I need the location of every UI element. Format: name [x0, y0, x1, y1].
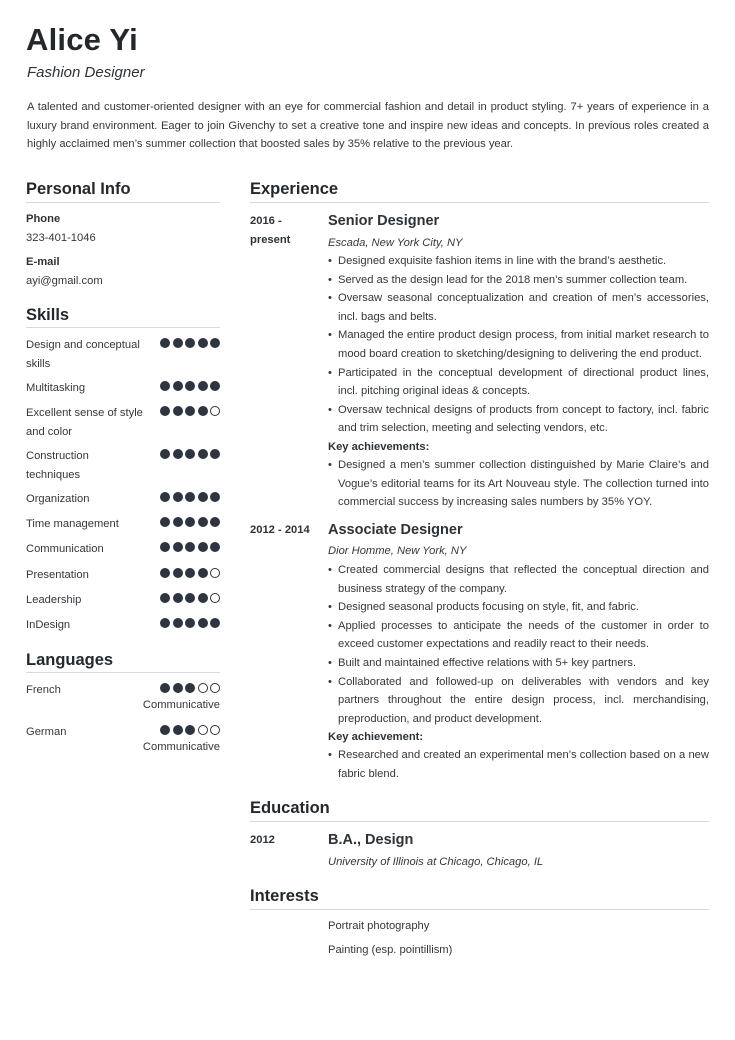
rating-dot-filled-icon [185, 381, 195, 391]
rating-dot-filled-icon [160, 725, 170, 735]
key-achievements-label: Key achievement: [328, 731, 424, 743]
rating-dot-filled-icon [160, 492, 170, 502]
job-duties-list [328, 561, 709, 728]
rating-dot-empty-icon [210, 568, 220, 578]
education-heading: Education [250, 799, 330, 817]
skills-divider [26, 327, 220, 328]
list-item: • Participated in the conceptual development of directional product lines, incl. pitching original ideas & concepts. [328, 364, 709, 401]
candidate-role: Fashion Designer [27, 64, 145, 81]
rating-dot-filled-icon [210, 449, 220, 459]
rating-dot-filled-icon [173, 338, 183, 348]
achievements-list [328, 456, 709, 512]
rating-dot-empty-icon [198, 683, 208, 693]
rating-dot-filled-icon [198, 381, 208, 391]
skill-item [26, 447, 220, 484]
list-item: • Oversaw seasonal conceptualization and creation of men’s accessories, incl. bags and belts. [328, 289, 709, 326]
list-item: • Researched and created an experimental men’s collection based on a new fabric blend. [328, 746, 709, 783]
rating-dot-filled-icon [160, 618, 170, 628]
phone-value: 323-401-1046 [26, 232, 96, 244]
skill-name: Leadership [26, 594, 82, 606]
rating-dot-filled-icon [173, 593, 183, 603]
rating-dot-filled-icon [198, 568, 208, 578]
skill-item [26, 404, 220, 441]
education-degree: B.A., Design [328, 832, 414, 848]
language-item [26, 681, 220, 717]
skill-rating [160, 618, 220, 628]
rating-dot-filled-icon [185, 568, 195, 578]
rating-dot-filled-icon [185, 449, 195, 459]
education-school: University of Illinois at Chicago, Chicago, IL [328, 856, 544, 868]
rating-dot-filled-icon [210, 492, 220, 502]
rating-dot-filled-icon [198, 406, 208, 416]
rating-dot-filled-icon [173, 568, 183, 578]
candidate-name: Alice Yi [26, 22, 138, 57]
education-divider [250, 821, 709, 822]
list-item: • Served as the design lead for the 2018 men’s summer collection team. [328, 271, 709, 290]
rating-dot-filled-icon [160, 406, 170, 416]
rating-dot-filled-icon [198, 618, 208, 628]
rating-dot-filled-icon [210, 542, 220, 552]
rating-dot-filled-icon [160, 338, 170, 348]
rating-dot-filled-icon [210, 381, 220, 391]
rating-dot-filled-icon [198, 492, 208, 502]
rating-dot-filled-icon [185, 542, 195, 552]
skill-name: Design and conceptual skills [26, 339, 140, 370]
job-date: 2016 - present [250, 215, 291, 246]
skill-name: Construction techniques [26, 450, 89, 481]
rating-dot-filled-icon [185, 338, 195, 348]
languages-heading: Languages [26, 651, 114, 669]
rating-dot-empty-icon [210, 593, 220, 603]
rating-dot-filled-icon [173, 517, 183, 527]
rating-dot-filled-icon [185, 406, 195, 416]
summary-paragraph: A talented and customer-oriented designer with an eye for commercial fashion and detail in product styling. 7+ years of experience in a luxury brand environment. Eager to join Givenchy to set a creative tone and inspire new ideas and concepts. In previous roles created a highly acclaimed men’s summer collection that boosted sales by 35% relative to the previous year. [27, 101, 709, 151]
list-item: • Created commercial designs that reflected the conceptual direction and business strategy of the company. [328, 561, 709, 598]
job-company: Dior Homme, New York, NY [328, 545, 467, 557]
rating-dot-filled-icon [185, 593, 195, 603]
skill-item [26, 336, 220, 373]
rating-dot-filled-icon [210, 338, 220, 348]
job-duties-list [328, 252, 709, 438]
email-value: ayi@gmail.com [26, 275, 103, 287]
language-level: Communicative [142, 741, 220, 753]
education-date: 2012 [250, 834, 275, 846]
skill-rating [160, 381, 220, 391]
rating-dot-filled-icon [185, 725, 195, 735]
phone-label: Phone [26, 213, 61, 225]
skill-item [26, 490, 220, 509]
rating-dot-empty-icon [198, 725, 208, 735]
achievements-list [328, 746, 709, 783]
rating-dot-filled-icon [173, 381, 183, 391]
rating-dot-filled-icon [198, 593, 208, 603]
rating-dot-empty-icon [210, 725, 220, 735]
skill-item [26, 379, 220, 398]
skill-name: Communication [26, 543, 104, 555]
rating-dot-filled-icon [160, 449, 170, 459]
list-item: • Applied processes to anticipate the needs of the customer in order to exceed customer expectations and readily react to their needs. [328, 617, 709, 654]
language-rating [160, 725, 220, 735]
skill-item [26, 566, 220, 585]
rating-dot-empty-icon [210, 683, 220, 693]
skill-rating [160, 568, 220, 578]
skill-rating [160, 593, 220, 603]
skill-rating [160, 449, 220, 459]
skill-rating [160, 542, 220, 552]
skill-rating [160, 338, 220, 348]
interest-item: Painting (esp. pointillism) [328, 944, 453, 956]
rating-dot-filled-icon [185, 618, 195, 628]
rating-dot-empty-icon [210, 406, 220, 416]
list-item: • Managed the entire product design process, from initial market research to mood board creation to sketching/designing to delivering the end product. [328, 326, 709, 363]
list-item: • Designed a men’s summer collection distinguished by Marie Claire’s and Vogue’s editorial teams for its Art Nouveau style. The collection turned into commercial success by increasing sales numbers by 35% YOY. [328, 456, 709, 512]
list-item: • Collaborated and followed-up on deliverables with vendors and key partners throughout the entire design process, incl. merchandising, preproduction, and product development. [328, 673, 709, 729]
key-achievements-label: Key achievements: [328, 441, 430, 453]
list-item: • Oversaw technical designs of products from concept to factory, incl. fabric and trim selection, meeting and selecting vendors, etc. [328, 401, 709, 438]
rating-dot-filled-icon [185, 517, 195, 527]
rating-dot-filled-icon [210, 618, 220, 628]
rating-dot-filled-icon [198, 449, 208, 459]
language-name: German [26, 726, 67, 738]
list-item: • Built and maintained effective relations with 5+ key partners. [328, 654, 709, 673]
rating-dot-filled-icon [210, 517, 220, 527]
rating-dot-filled-icon [173, 449, 183, 459]
skill-name: InDesign [26, 619, 71, 631]
skill-rating [160, 406, 220, 416]
rating-dot-filled-icon [185, 492, 195, 502]
skill-rating [160, 492, 220, 502]
list-item: • Designed exquisite fashion items in line with the brand’s aesthetic. [328, 252, 709, 271]
experience-heading: Experience [250, 180, 339, 198]
language-level: Communicative [142, 699, 220, 711]
rating-dot-filled-icon [160, 542, 170, 552]
rating-dot-filled-icon [173, 618, 183, 628]
language-name: French [26, 684, 61, 696]
personal-info-divider [26, 202, 220, 203]
skills-heading: Skills [26, 306, 70, 324]
interests-divider [250, 909, 709, 910]
rating-dot-filled-icon [173, 492, 183, 502]
skill-item [26, 616, 220, 635]
skill-item [26, 540, 220, 559]
skill-name: Organization [26, 493, 90, 505]
skill-name: Excellent sense of style and color [26, 407, 143, 438]
rating-dot-filled-icon [198, 338, 208, 348]
languages-divider [26, 672, 220, 673]
language-item [26, 723, 220, 759]
skill-item [26, 591, 220, 610]
experience-divider [250, 202, 709, 203]
rating-dot-filled-icon [173, 725, 183, 735]
rating-dot-filled-icon [160, 517, 170, 527]
language-rating [160, 683, 220, 693]
interests-heading: Interests [250, 887, 319, 905]
skill-rating [160, 517, 220, 527]
rating-dot-filled-icon [173, 542, 183, 552]
rating-dot-filled-icon [198, 517, 208, 527]
skill-name: Time management [26, 518, 119, 530]
email-label: E-mail [26, 256, 60, 268]
personal-info-heading: Personal Info [26, 180, 131, 198]
rating-dot-filled-icon [160, 381, 170, 391]
interest-item: Portrait photography [328, 920, 430, 932]
rating-dot-filled-icon [160, 683, 170, 693]
rating-dot-filled-icon [160, 568, 170, 578]
skill-name: Presentation [26, 569, 89, 581]
rating-dot-filled-icon [160, 593, 170, 603]
rating-dot-filled-icon [173, 406, 183, 416]
skill-item [26, 515, 220, 534]
rating-dot-filled-icon [173, 683, 183, 693]
job-date: 2012 - 2014 [250, 524, 310, 536]
skill-name: Multitasking [26, 382, 86, 394]
rating-dot-filled-icon [185, 683, 195, 693]
job-company: Escada, New York City, NY [328, 237, 463, 249]
job-title: Associate Designer [328, 522, 463, 538]
rating-dot-filled-icon [198, 542, 208, 552]
list-item: • Designed seasonal products focusing on style, fit, and fabric. [328, 598, 709, 617]
job-title: Senior Designer [328, 213, 440, 229]
